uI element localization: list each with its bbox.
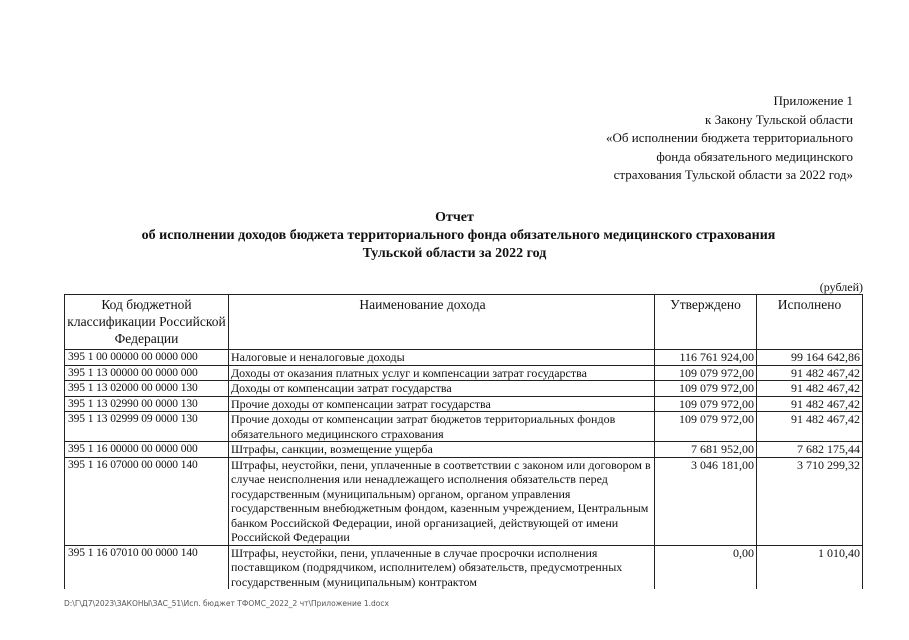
table-row: [65, 457, 863, 545]
row-approved: 109 079 972,00: [655, 365, 757, 381]
table-row: [65, 396, 863, 412]
header-code: Код бюджетной классификации Российской Федерации: [65, 295, 229, 350]
row-approved: 7 681 952,00: [655, 442, 757, 458]
table-row: [65, 365, 863, 381]
table-row: [65, 442, 863, 458]
revenue-table: [64, 294, 863, 589]
row-approved: 109 079 972,00: [655, 396, 757, 412]
row-code: 395 1 16 07010 00 0000 140: [65, 545, 229, 589]
header-name: Наименование дохода: [229, 295, 655, 350]
row-approved: 116 761 924,00: [655, 350, 757, 366]
table-row: [65, 545, 863, 589]
row-code: 395 1 13 02999 09 0000 130: [65, 412, 229, 442]
row-code: 395 1 13 02000 00 0000 130: [65, 381, 229, 397]
row-approved: 109 079 972,00: [655, 381, 757, 397]
row-executed: 7 682 175,44: [757, 442, 863, 458]
row-executed: 1 010,40: [757, 545, 863, 589]
row-executed: 91 482 467,42: [757, 396, 863, 412]
units-label: (рублей): [819, 280, 863, 294]
row-code: 395 1 16 00000 00 0000 000: [65, 442, 229, 458]
row-executed: 91 482 467,42: [757, 412, 863, 442]
appendix-line-2: к Закону Тульской области: [705, 111, 853, 127]
row-code: 395 1 13 02990 00 0000 130: [65, 396, 229, 412]
report-title-line-3: Тульской области за 2022 год: [362, 246, 547, 261]
appendix-line-5: страхования Тульской области за 2022 год»: [613, 167, 853, 182]
row-approved: 0,00: [655, 545, 757, 589]
row-name: Штрафы, санкции, возмещение ущерба: [229, 442, 655, 458]
row-code: 395 1 13 00000 00 0000 000: [65, 365, 229, 381]
report-title-line-1: Отчет: [435, 210, 474, 225]
table-row: [65, 350, 863, 366]
row-name: Налоговые и неналоговые доходы: [229, 350, 655, 366]
header-executed: Исполнено: [757, 295, 863, 350]
row-name: Штрафы, неустойки, пени, уплаченные в случае просрочки исполнения поставщиком (подрядчиком, исполнителем) обязательств, предусмотренных государственным (муниципальным) контрактом: [229, 545, 655, 589]
appendix-line-4: фонда обязательного медицинского: [656, 148, 853, 164]
report-title: [0, 209, 909, 263]
report-title-line-2: об исполнении доходов бюджета территориального фонда обязательного медицинского страхования: [141, 228, 776, 243]
table-row: [65, 381, 863, 397]
row-code: 395 1 00 00000 00 0000 000: [65, 350, 229, 366]
row-approved: 3 046 181,00: [655, 457, 757, 545]
row-executed: 3 710 299,32: [757, 457, 863, 545]
row-code: 395 1 16 07000 00 0000 140: [65, 457, 229, 545]
row-executed: 99 164 642,86: [757, 350, 863, 366]
row-approved: 109 079 972,00: [655, 412, 757, 442]
row-name: Доходы от оказания платных услуг и компенсации затрат государства: [229, 365, 655, 381]
header-approved: Утверждено: [655, 295, 757, 350]
row-name: Прочие доходы от компенсации затрат государства: [229, 396, 655, 412]
appendix-line-1: Приложение 1: [773, 93, 853, 108]
table-header-row: [65, 295, 863, 350]
appendix-header: [606, 92, 853, 185]
row-name: Штрафы, неустойки, пени, уплаченные в соответствии с законом или договором в случае неисполнения или ненадлежащего исполнения обязательств перед государственным (муниципальным) органом, органом управления государственным внебюджетным фондом, казенным учреждением, Центральным банком Российской Федерации, иной организацией, действующей от имени Российской Федерации: [229, 457, 655, 545]
row-name: Доходы от компенсации затрат государства: [229, 381, 655, 397]
file-path-footer: D:\Г\Д7\2023\ЗАКОНЫ\ЗАС_51\Исп. бюджет ТФОМС_2022_2 чт\Приложение 1.docx: [64, 599, 389, 608]
row-executed: 91 482 467,42: [757, 365, 863, 381]
appendix-line-3: «Об исполнении бюджета территориального: [606, 130, 853, 145]
row-name: Прочие доходы от компенсации затрат бюджетов территориальных фондов обязательного медицинского страхования: [229, 412, 655, 442]
table-row: [65, 412, 863, 442]
row-executed: 91 482 467,42: [757, 381, 863, 397]
